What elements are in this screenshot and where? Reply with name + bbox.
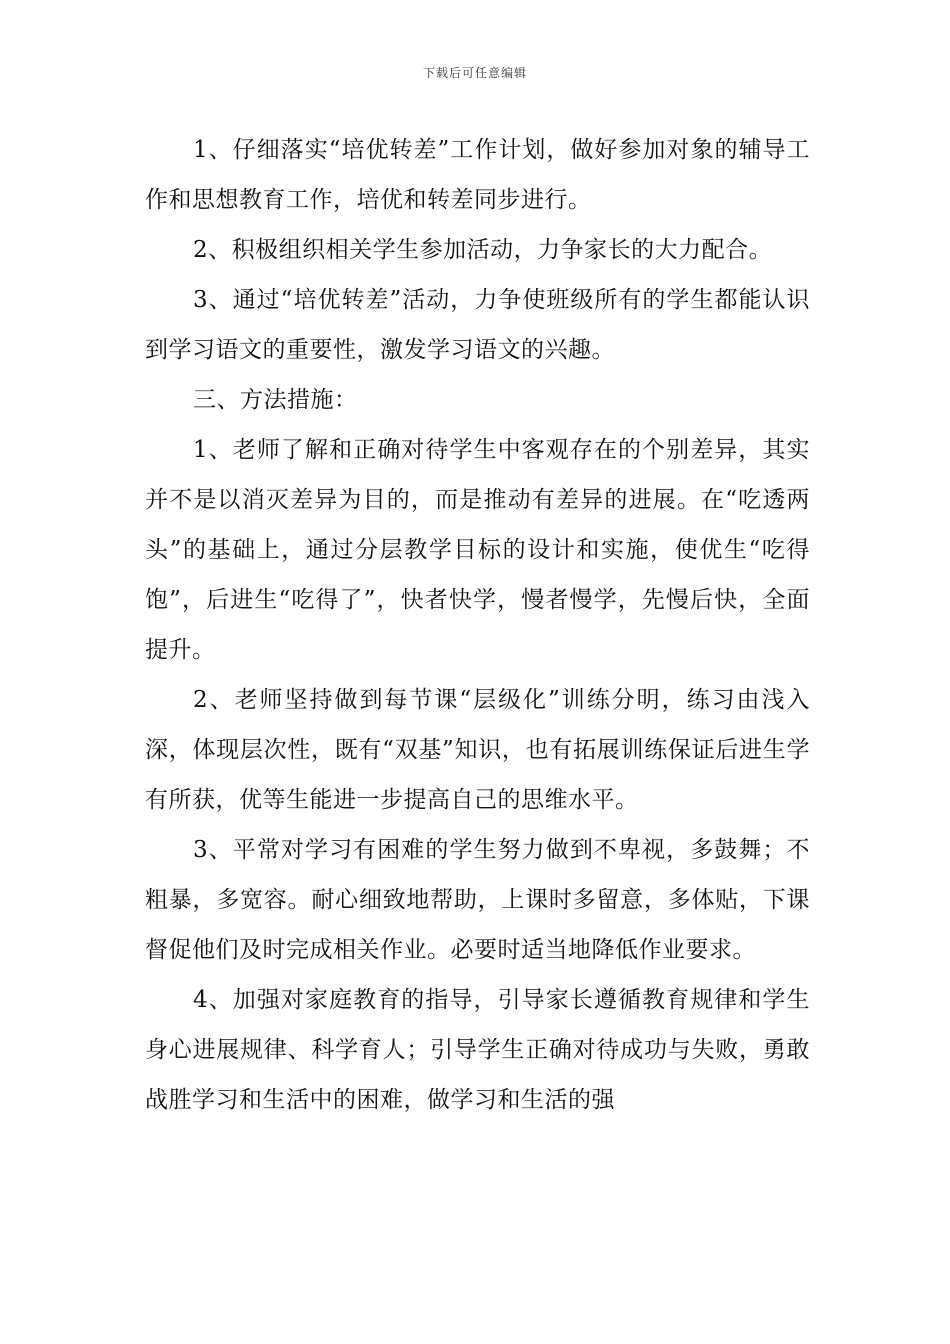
- paragraph-4: 1、老师了解和正确对待学生中客观存在的个别差异，其实并不是以消灭差异为目的，而是推动有差异的进展。在“吃透两头”的基础上，通过分层教学目标的设计和实施，使优生“吃得饱”，后进生“吃得了”，快者快学，慢者慢学，先慢后快，全面提升。: [145, 437, 810, 663]
- paragraph-1: 1、仔细落实“培优转差”工作计划，做好参加对象的辅导工作和思想教育工作，培优和转差同步进行。: [145, 137, 810, 213]
- paragraph-2: 2、积极组织相关学生参加活动，力争家长的大力配合。: [193, 237, 773, 263]
- paragraph-7: 4、加强对家庭教育的指导，引导家长遵循教育规律和学生身心进展规律、科学育人；引导学生正确对待成功与失败，勇敢战胜学习和生活中的困难，做学习和生活的强: [145, 987, 810, 1113]
- paragraph-5: 2、老师坚持做到每节课“层级化”训练分明，练习由浅入深，体现层次性，既有“双基”知识，也有拓展训练保证后进生学有所获，优等生能进一步提高自己的思维水平。: [145, 687, 810, 813]
- header-note: 下载后可任意编辑: [422, 66, 527, 80]
- paragraph-6: 3、平常对学习有困难的学生努力做到不卑视，多鼓舞；不粗暴，多宽容。耐心细致地帮助，上课时多留意，多体贴，下课督促他们及时完成相关作业。必要时适当地降低作业要求。: [145, 837, 810, 963]
- document-body: [145, 125, 810, 1125]
- paragraph-3: 3、通过“培优转差”活动，力争使班级所有的学生都能认识到学习语文的重要性，激发学习语文的兴趣。: [145, 287, 810, 363]
- section-heading-methods: 三、方法措施：: [193, 387, 358, 413]
